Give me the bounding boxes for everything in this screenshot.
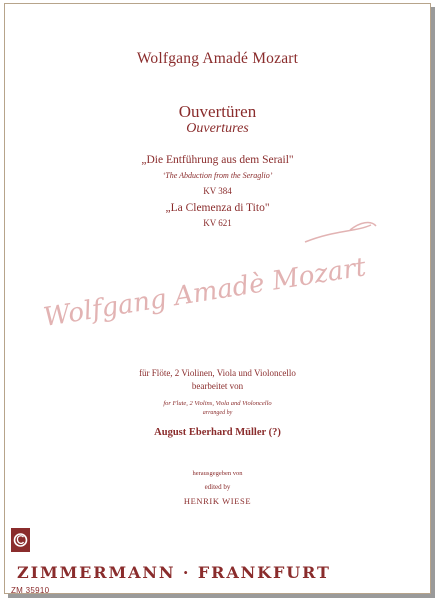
- publisher-name: ZIMMERMANN · FRANKFURT: [17, 563, 331, 582]
- work-1-kv: KV 384: [203, 186, 232, 196]
- arranged-by-label: bearbeitet von: [191, 381, 244, 391]
- work-1-title-english: ‘The Abduction from the Seraglio’: [162, 171, 273, 180]
- title: Ouvertüren: [178, 102, 257, 121]
- composer-name: Wolfgang Amadé Mozart: [136, 50, 299, 67]
- work-2-kv: KV 621: [203, 218, 232, 228]
- signature-text: Wolfgang Amadè Mozart: [41, 252, 369, 333]
- instrumentation: für Flöte, 2 Violinen, Viola und Violoncello: [139, 368, 296, 378]
- editor-name: HENRIK WIESE: [183, 496, 252, 506]
- publisher-logo-icon: [11, 528, 30, 552]
- edited-by-label-english: edited by: [204, 483, 231, 491]
- arranger-name: August Eberhard Müller (?): [154, 427, 281, 438]
- title-english: Ouvertures: [186, 121, 249, 136]
- work-2-title: „La Clemenza di Tito": [165, 202, 270, 214]
- score-cover: [4, 3, 431, 594]
- arranged-by-label-english: arranged by: [202, 410, 233, 416]
- instrumentation-english: for Flute, 2 Violins, Viola and Violoncello: [163, 400, 272, 407]
- catalog-number: ZM 35910: [11, 586, 50, 595]
- edited-by-label: herausgegeben von: [192, 470, 243, 477]
- work-1-title: „Die Entführung aus dem Serail": [141, 154, 294, 166]
